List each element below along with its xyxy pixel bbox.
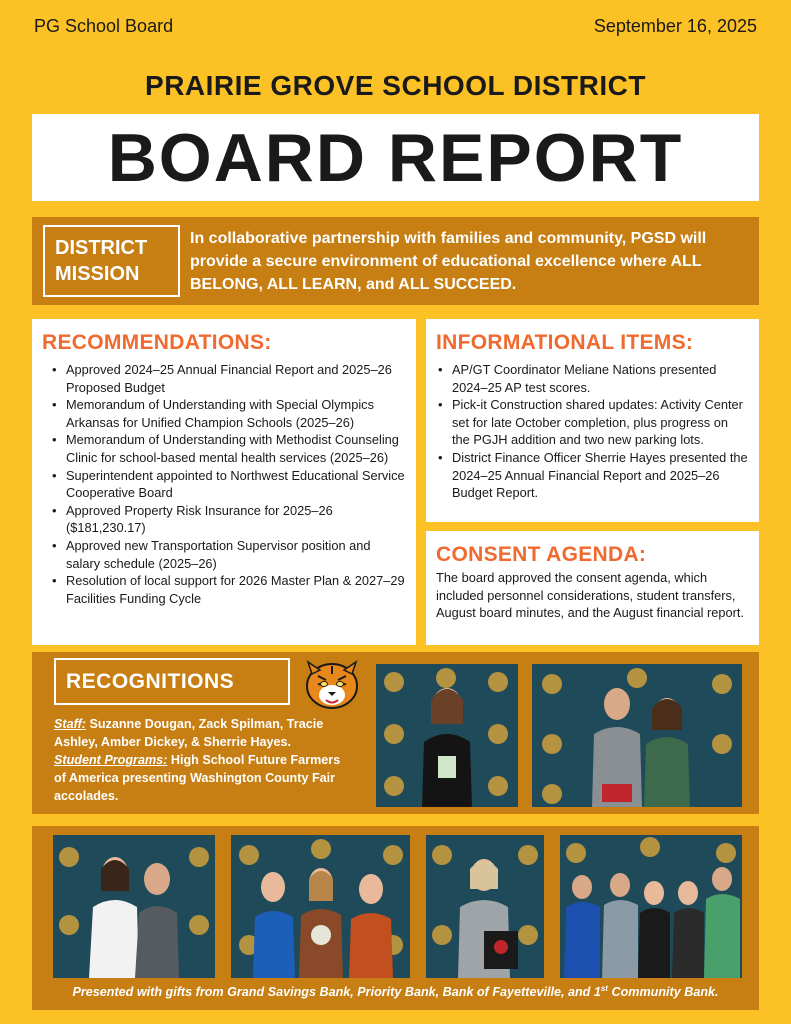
list-item: • Approved 2024–25 Annual Financial Report and 2025–26 Proposed Budget <box>52 361 406 396</box>
consent-heading: CONSENT AGENDA: <box>436 543 647 566</box>
photo-staff-single <box>376 664 518 807</box>
informational-list <box>426 361 759 502</box>
programs-text: High School Future Farmers of America presenting Washington County Fair accolades. <box>54 753 341 803</box>
list-item: • Resolution of local support for 2026 Master Plan & 2027–29 Facilities Funding Cycle <box>52 572 406 607</box>
recommendations-card <box>32 319 416 645</box>
mission-label-line2: MISSION <box>55 263 140 285</box>
photo-staff-pair <box>532 664 742 807</box>
list-item: • AP/GT Coordinator Meliane Nations presented 2024–25 AP test scores. <box>438 361 749 396</box>
informational-heading: INFORMATIONAL ITEMS: <box>436 331 694 354</box>
mission-statement: In collaborative partnership with families and community, PGSD will provide a secure environment of educational excellence where ALL BELONG, ALL LEARN, and ALL SUCCEED. <box>190 229 707 293</box>
list-item: • Approved Property Risk Insurance for 2025–26 ($181,230.17) <box>52 502 406 537</box>
list-item: • District Finance Officer Sherrie Hayes presented the 2024–25 Annual Financial Report and 2025–26 Budget Report. <box>438 449 749 502</box>
informational-card <box>426 319 759 522</box>
title-banner <box>32 114 759 201</box>
recognitions-heading: RECOGNITIONS <box>54 658 290 705</box>
tiger-mascot-icon <box>304 660 360 710</box>
page-title: BOARD REPORT <box>107 119 684 196</box>
consent-text: The board approved the consent agenda, which included personnel considerations, student transfers, August board minutes, and the August financial report. <box>436 570 745 621</box>
staff-label: Staff: <box>54 717 86 731</box>
consent-card <box>426 531 759 645</box>
district-name: PRAIRIE GROVE SCHOOL DISTRICT <box>145 70 646 101</box>
mission-panel <box>32 217 759 305</box>
caption-superscript: st <box>600 984 608 993</box>
photo-gift-2 <box>231 835 410 978</box>
mission-label-line1: DISTRICT <box>55 237 148 259</box>
photo-gift-3 <box>426 835 544 978</box>
staff-names: Suzanne Dougan, Zack Spilman, Tracie Ashley, Amber Dickey, & Sherrie Hayes. <box>54 717 324 749</box>
photo-gift-1 <box>53 835 215 978</box>
recommendations-heading: RECOMMENDATIONS: <box>42 331 272 354</box>
mission-label <box>43 225 180 297</box>
list-item: • Memorandum of Understanding with Special Olympics Arkansas for Unified Champion Schools (2025–26) <box>52 396 406 431</box>
recommendations-list <box>32 361 416 607</box>
recognitions-text <box>54 715 354 805</box>
programs-label: Student Programs: <box>54 753 168 767</box>
gifts-caption <box>0 984 791 999</box>
caption-text-end: Community Bank. <box>607 985 719 1000</box>
list-item: • Approved new Transportation Supervisor position and salary schedule (2025–26) <box>52 537 406 572</box>
photo-gift-4 <box>560 835 742 978</box>
org-name: PG School Board <box>34 16 174 36</box>
list-item: • Pick-it Construction shared updates: Activity Center set for late October completion, plus progress on the PGJH addition and two new parking lots. <box>438 396 749 449</box>
list-item: • Memorandum of Understanding with Methodist Counseling Clinic for school-based mental health services (2025–26) <box>52 431 406 466</box>
caption-text: Presented with gifts from Grand Savings Bank, Priority Bank, Bank of Fayetteville, and 1 <box>72 985 601 1000</box>
list-item: • Superintendent appointed to Northwest Educational Service Cooperative Board <box>52 467 406 502</box>
report-date: September 16, 2025 <box>593 16 757 36</box>
top-bar <box>34 16 757 37</box>
